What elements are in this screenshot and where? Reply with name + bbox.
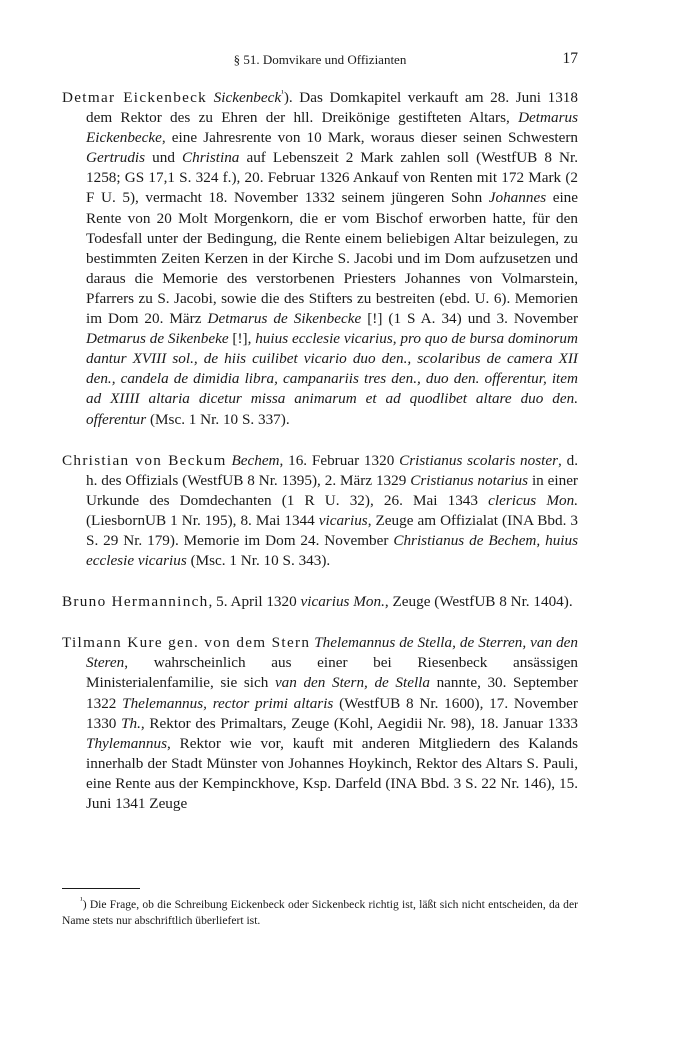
entry-text: , wahrscheinlich aus einer bei Riesenbeck ansässigen Ministerialenfamilie, sie sich xyxy=(86,654,578,692)
latin-quote: Christina xyxy=(182,149,240,167)
latin-quote: Cristianus scolaris noster xyxy=(399,451,559,469)
entry-text: und xyxy=(145,149,182,167)
latin-quote: Thelemannus, rector primi altaris xyxy=(122,694,334,712)
latin-quote: Detmarus Eickenbecke xyxy=(86,109,578,147)
entry-text: (WestfUB 8 Nr. 1600), 17. November 1330 xyxy=(86,694,578,732)
entry-name: Christian von Beckum xyxy=(62,451,227,469)
latin-quote: Christianus de Bechem, huius ecclesie vicarius xyxy=(86,531,579,570)
latin-quote: Gertrudis xyxy=(86,149,146,167)
footnote-rule xyxy=(62,888,140,889)
entry-text: , Rektor des Primaltars, Zeuge (Kohl, Aegidii Nr. 98), 18. Januar 1333 xyxy=(140,714,579,732)
main-text xyxy=(62,88,578,835)
latin-quote: huius ecclesie vicarius, pro quo de bursa dominorum dantur XVIII sol., de hiis cuilibet vicario duo den., scolaribus de camera XII den., candela de dimidia libra, campanariis tres den., duo den. offerentur, item ad XIIII altaria dicetur missa animarum et ad quodlibet altare duo den. offerentur xyxy=(86,330,578,428)
entry-text: [!] (1 S A. 34) und 3. November xyxy=(361,310,579,328)
entry-text: , 16. Februar 1320 xyxy=(279,451,400,469)
footnote-ref: ¹ xyxy=(281,87,284,98)
latin-quote: Thelemannus de Stella, de Sterren, van den Steren xyxy=(86,634,579,672)
footnote xyxy=(62,897,578,928)
latin-quote: Bechem xyxy=(231,451,280,469)
page-header xyxy=(62,52,578,72)
footnote-text: ) Die Frage, ob die Schreibung Eickenbeck oder Sickenbeck richtig ist, läßt sich nicht entscheiden, da der Name stets nur abschriftlich überliefert ist. xyxy=(62,898,578,927)
latin-quote: clericus Mon. xyxy=(488,491,578,509)
entry-name: Tilmann Kure gen. von dem Stern xyxy=(62,634,311,652)
entry-text: , Rektor wie vor, kauft mit anderen Mitgliedern des Kalands innerhalb der Stadt Münster von Johannes Hoykinch, Rektor des Altars S. Pauli, eine Rente aus der Kempinckhove, Ksp. Darfeld (INA Bbd. 3 S. 22 Nr. 146), 15. Juni 1341 Zeuge xyxy=(86,734,578,812)
register-entry xyxy=(62,592,578,612)
latin-quote: van den Stern, de Stella xyxy=(274,674,430,692)
entry-text: , 5. April 1320 xyxy=(208,593,301,611)
entry-text: (Msc. 1 Nr. 10 S. 343). xyxy=(186,552,331,570)
entry-text: ). Das Domkapitel verkauft am 28. Juni 1318 dem Rektor des zu Ehren der hll. Dreikönige gestifteten Altars, xyxy=(86,89,578,127)
register-entry xyxy=(62,451,578,572)
latin-quote: Thylemannus xyxy=(86,734,167,752)
latin-quote: vicarius Mon. xyxy=(300,593,385,611)
entry-text: (LiesbornUB 1 Nr. 195), 8. Mai 1344 xyxy=(86,511,319,529)
register-entry xyxy=(62,633,578,814)
latin-quote: vicarius xyxy=(318,511,368,529)
latin-quote: Th. xyxy=(121,714,141,732)
latin-quote: Detmarus de Sikenbecke xyxy=(207,310,362,328)
page-number: 17 xyxy=(562,50,578,67)
entry-text: eine Rente von 20 Molt Morgenkorn, die er vom Bischof erworben hatte, für den Todesfall unter der Bedingung, die Rente einem beliebigen Altar beizulegen, zu bestimmten Zeiten Kerzen in der Kirche S. Jacobi und im Dom aufzusetzen und daraus die Memorie des verstorbenen Priesters Johannes von Volmarstein, Pfarrers zu S. Jacobi, sowie die des Stifters zu bestreiten (ebd. U. 6). Memorien im Dom 20. März xyxy=(86,189,578,328)
entry-text: , Zeuge (WestfUB 8 Nr. 1404). xyxy=(384,593,573,611)
entry-text xyxy=(207,89,214,106)
running-title: § 51. Domvikare und Offizianten xyxy=(233,52,407,67)
entry-text: auf Lebenszeit 2 Mark zahlen soll (WestfUB 8 Nr. 1258; GS 17,1 S. 324 f.), 20. Februar 1326 Ankauf von Renten mit 172 Mark (2 F U. 5), vermacht 18. November 1332 seinem jüngeren Sohn xyxy=(86,149,579,207)
latin-quote: Johannes xyxy=(488,189,547,207)
entry-text: (Msc. 1 Nr. 10 S. 337). xyxy=(146,410,290,428)
latin-quote: Cristianus notarius xyxy=(410,471,529,489)
entry-text: nannte, 30. September 1322 xyxy=(86,674,579,712)
entry-text: in einer Urkunde des Domdechanten (1 R U. 32), 26. Mai 1343 xyxy=(86,471,578,509)
latin-quote: Detmarus de Sikenbeke xyxy=(86,330,229,348)
entry-name: Bruno Hermanninch xyxy=(62,593,209,611)
register-entry xyxy=(62,88,578,430)
entry-text: [!], xyxy=(228,330,256,348)
entry-text: , Zeuge am Offizialat (INA Bbd. 3 S. 29 Nr. 179). Memorie im Dom 24. November xyxy=(86,511,578,549)
footnote-marker: ¹ xyxy=(80,895,83,906)
entry-name: Detmar Eickenbeck xyxy=(62,89,208,106)
entry-text: , d. h. des Offizials (WestfUB 8 Nr. 1395), 2. März 1329 xyxy=(86,451,579,489)
latin-quote: Sickenbeck xyxy=(213,89,282,106)
entry-text: , eine Jahresrente von 10 Mark, woraus dieser seinen Schwestern xyxy=(161,129,578,147)
